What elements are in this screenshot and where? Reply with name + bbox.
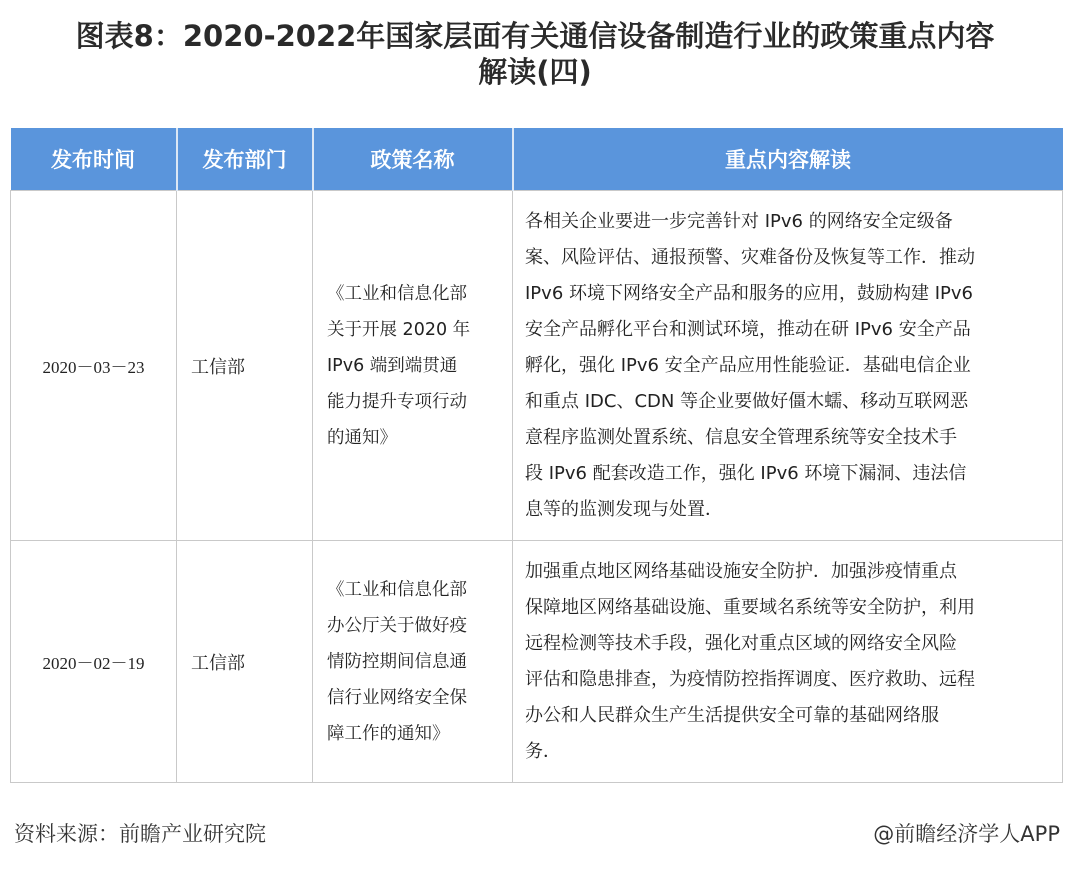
column-header-department: 发布部门 [177, 128, 313, 191]
policy-name-cell [313, 191, 513, 541]
column-header-policy-name: 政策名称 [313, 128, 513, 191]
text-line: 情防控期间信息通 [327, 651, 467, 672]
table-row [11, 541, 1063, 783]
text-line: 评估和隐患排查，为疫情防控指挥调度、医疗救助、远程 [525, 668, 975, 690]
text-line: 孵化，强化 IPv6 安全产品应用性能验证．基础电信企业 [525, 354, 971, 376]
table-header-row [11, 128, 1063, 191]
column-header-key-content: 重点内容解读 [513, 128, 1063, 191]
text-line: 段 IPv6 配套改造工作，强化 IPv6 环境下漏洞、违法信 [525, 462, 967, 484]
text-line: 和重点 IDC、CDN 等企业要做好僵木蠕、移动互联网恶 [525, 390, 969, 412]
text-line: 安全产品孵化平台和测试环境，推动在研 IPv6 安全产品 [525, 318, 971, 340]
text-line: 办公厅关于做好疫 [327, 615, 467, 636]
column-header-date: 发布时间 [11, 128, 177, 191]
text-line: 能力提升专项行动 [327, 391, 467, 412]
key-content-cell [513, 541, 1063, 783]
text-line: 《工业和信息化部 [327, 283, 467, 304]
text-line: IPv6 环境下网络安全产品和服务的应用，鼓励构建 IPv6 [525, 282, 973, 304]
text-line: 案、风险评估、通报预警、灾难备份及恢复等工作．推动 [525, 246, 975, 268]
text-line: IPv6 端到端贯通 [327, 355, 458, 376]
text-line: 《工业和信息化部 [327, 579, 467, 600]
department-cell: 工信部 [177, 191, 313, 541]
text-line: 障工作的通知》 [327, 723, 450, 744]
policy-table [10, 128, 1063, 783]
date-cell: 2020－03－23 [11, 191, 177, 541]
date-cell: 2020－02－19 [11, 541, 177, 783]
text-line: 息等的监测发现与处置． [525, 498, 723, 520]
key-content-cell [513, 191, 1063, 541]
text-line: 加强重点地区网络基础设施安全防护．加强涉疫情重点 [525, 560, 957, 582]
source-note: 资料来源：前瞻产业研究院 [14, 822, 266, 846]
credit-note: @前瞻经济学人APP [873, 822, 1060, 846]
title-line-1: 图表8：2020-2022年国家层面有关通信设备制造行业的政策重点内容 [75, 19, 995, 53]
text-line: 各相关企业要进一步完善针对 IPv6 的网络安全定级备 [525, 210, 953, 232]
text-line: 远程检测等技术手段，强化对重点区域的网络安全风险 [525, 632, 957, 654]
text-line: 办公和人民群众生产生活提供安全可靠的基础网络服 [525, 704, 939, 726]
text-line: 务． [525, 740, 561, 762]
text-line: 意程序监测处置系统、信息安全管理系统等安全技术手 [525, 426, 957, 448]
text-line: 关于开展 2020 年 [327, 319, 471, 340]
policy-name-cell [313, 541, 513, 783]
page-title [0, 18, 1070, 90]
department-cell: 工信部 [177, 541, 313, 783]
text-line: 保障地区网络基础设施、重要域名系统等安全防护，利用 [525, 596, 975, 618]
text-line: 信行业网络安全保 [327, 687, 467, 708]
text-line: 的通知》 [327, 427, 397, 448]
title-line-2: 解读(四) [478, 55, 592, 89]
table-row [11, 191, 1063, 541]
